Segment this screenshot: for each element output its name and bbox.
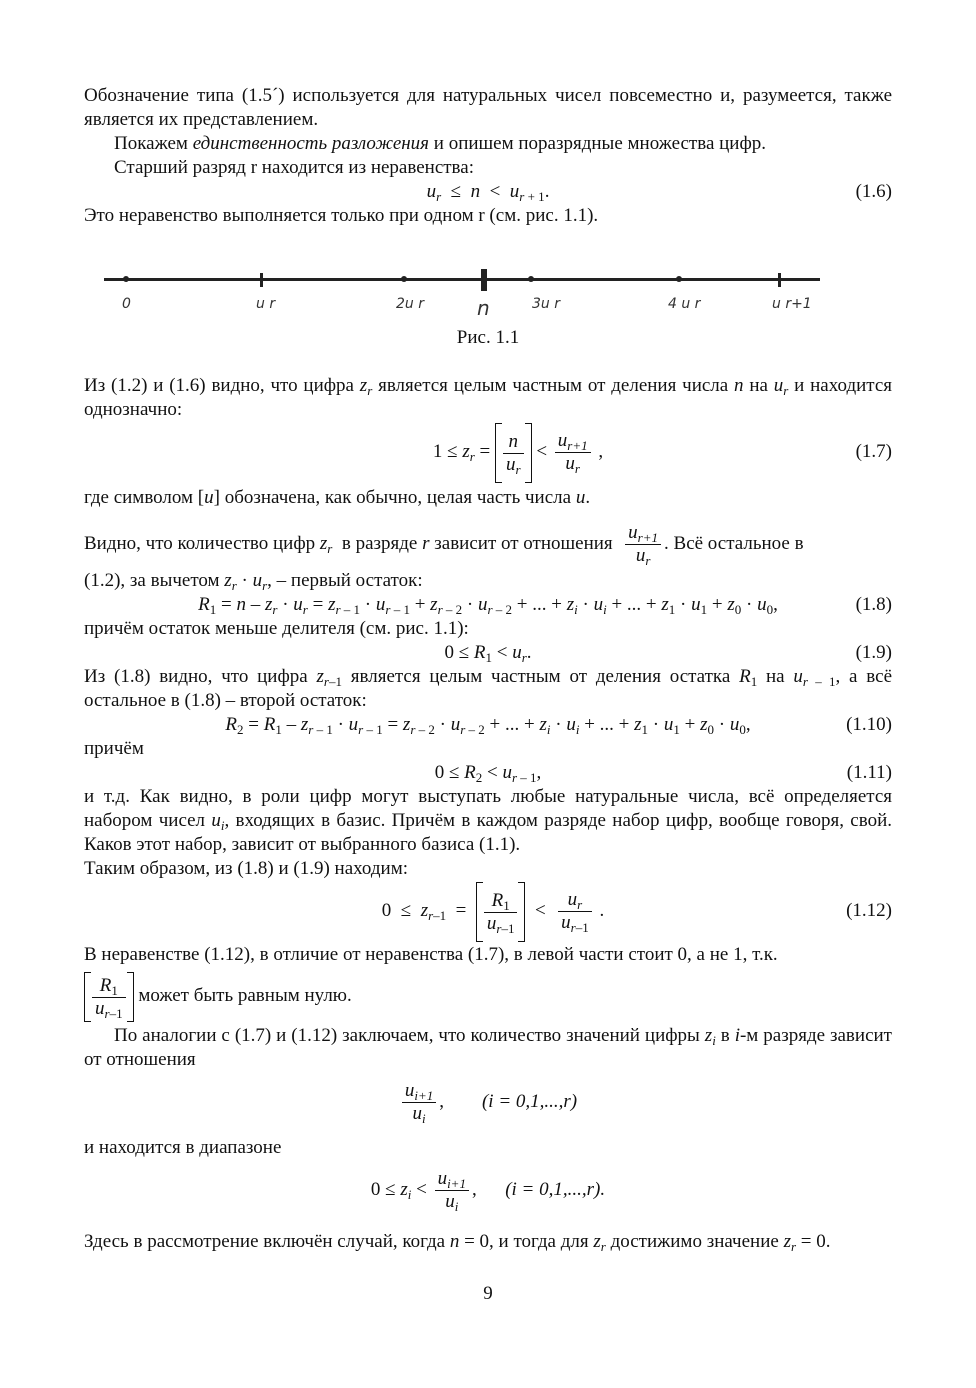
axis-point-3ur [528,276,534,282]
equation-1-6: $u_r \le n < u_{r + 1}$. (1.6) [426,181,892,204]
paragraph-3: Старший разряд r находится из неравенства: [114,157,474,178]
ratio-expression: $\frac{u_{i+1}}{u_i}$ , (i = 0,1,...,r) [84,1072,892,1132]
emphasis-text: единственность разложения [192,133,430,154]
paragraph-11: причём [84,738,144,759]
axis-label: 4 u r [668,296,701,312]
paragraph-15: $\frac{R_1}{u_{r-1}}$ может быть равным нулю. [84,971,892,1022]
paragraph-4: Это неравенство выполняется только при одном r (см. рис. 1.1). [84,205,599,226]
axis-point-4ur [676,276,682,282]
index-range: (i = 0,1,...,r) [481,1090,578,1112]
equation-number: (1.7) [855,441,892,462]
axis-label: 3u r [532,296,560,312]
axis-label: 0 [122,296,131,312]
axis-label: u r+1 [772,296,812,312]
axis-label-n: n [477,296,490,320]
number-line-figure [84,242,892,320]
equation-number: (1.11) [846,762,892,783]
paragraph-1: Обозначение типа (1.5´) используется для натуральных чисел повсеместно и, разумеется, также является их представлением. [84,85,892,130]
axis-label: u r [256,296,276,312]
equation-1-12: $0 \le z_{r-1}$ = $\frac{R_1}{u_{r-1}}$ < $\frac{u_r}{u_{r-1}}$ . (1.12) [84,881,892,941]
axis-point-0 [123,276,129,282]
equation-1-10: $R_2 = R_1 - z_r$ $_{- 1} \cdot u_r$ $_{- 1} = z_r$ $_{- 2} \cdot u_r$ $_{- 2}$ + ... + $z_i \cdot u_i$ + ... + $z_1 \cdot u_1 + z_0 \cdot u_0$, (1.10) [225,714,892,737]
paragraph-7: Видно, что количество цифр $z_r$ в разряде r зависит от отношения $\frac{u_{r+1}}{u_r}$ . Всё остальное в [84,522,804,568]
equation-number: (1.6) [855,181,892,202]
equation-number: (1.12) [846,900,892,921]
axis-tick-ur [260,273,263,287]
equation-1-7: $1 \le z_r$ = $\frac{n}{u_r}$ < $\frac{u_{r+1}}{u_r}$ , (1.7) [84,422,892,482]
equation-number: (1.8) [855,594,892,615]
equation-1-8: $R_1 = n - z_r \cdot u_r = z_r$ $_{- 1} \cdot u_r$ $_{- 1} + z_r$ $_{- 2} \cdot u_r$ $_{- 2}$ + ... + $z_i \cdot u_i$ + ... + $z_1 \cdot u_1 + z_0 \cdot u_0$, (1.8) [198,594,892,617]
axis-label: 2u r [396,296,424,312]
equation-number: (1.10) [846,714,892,735]
paragraph-6: где символом [u] обозначена, как обычно, целая часть числа u. [84,487,591,508]
paragraph-18: Здесь в рассмотрение включён случай, когда n = 0, и тогда для $z_r$ достижимо значение $z_r = 0$. [84,1230,831,1254]
equation-number: (1.9) [855,642,892,663]
axis-line [104,278,820,281]
axis-point-2ur [401,276,407,282]
paragraph-13: Таким образом, из (1.8) и (1.9) находим: [84,858,409,879]
index-range: (i = 0,1,...,r). [505,1178,606,1200]
paragraph-9: причём остаток меньше делителя (см. рис. 1.1): [84,618,469,639]
page-body [84,84,892,1254]
paragraph-16: По аналогии с (1.7) и (1.12) заключаем, что количество значений цифры $z_i$ в i-м разряде зависит от отношения [84,1024,892,1070]
axis-marker-n [481,269,487,291]
paragraph-12: и т.д. Как видно, в роли цифр могут выступать любые натуральные числа, всё определяется набором чисел $u_i$, входящих в базис. Причём в каждом разряде набор цифр, вообще говоря, свой. Каков этот набор, зависит от выбранного базиса (1.1). [84,786,892,855]
page-number: 9 [483,1283,493,1304]
paragraph-2: Покажем единственность разложения и опишем поразрядные множества цифр. [114,133,767,154]
equation-1-9: $0 \le R_1 < u_r$. (1.9) [444,642,892,665]
paragraph-17: и находится в диапазоне [84,1136,282,1158]
paragraph-5: Из (1.2) и (1.6) видно, что цифра $z_r$ является целым частным от деления числа n на $u_r$ и находится однозначно: [84,375,892,420]
paragraph-8: (1.2), за вычетом $z_r \cdot u_r$, – первый остаток: [84,570,423,593]
range-expression: $0 \le z_i$ < $\frac{u_{i+1}}{u_i}$ , (i = 0,1,...,r). [370,1167,606,1214]
axis-tick-ur1 [778,273,781,287]
equation-1-11: $0 \le R_2 < u_r$ $_{- 1}$, (1.11) [434,762,892,785]
paragraph-14: В неравенстве (1.12), в отличие от неравенства (1.7), в левой части стоит 0, а не 1, т.к. [84,944,778,965]
figure-caption: Рис. 1.1 [456,327,520,348]
paragraph-10: Из (1.8) видно, что цифра $z_{r-1}$ является целым частным от деления остатка $R_1$ на $u_r$ $_{- 1}$, а всё остальное в (1.8) – второй остаток: [84,666,893,711]
